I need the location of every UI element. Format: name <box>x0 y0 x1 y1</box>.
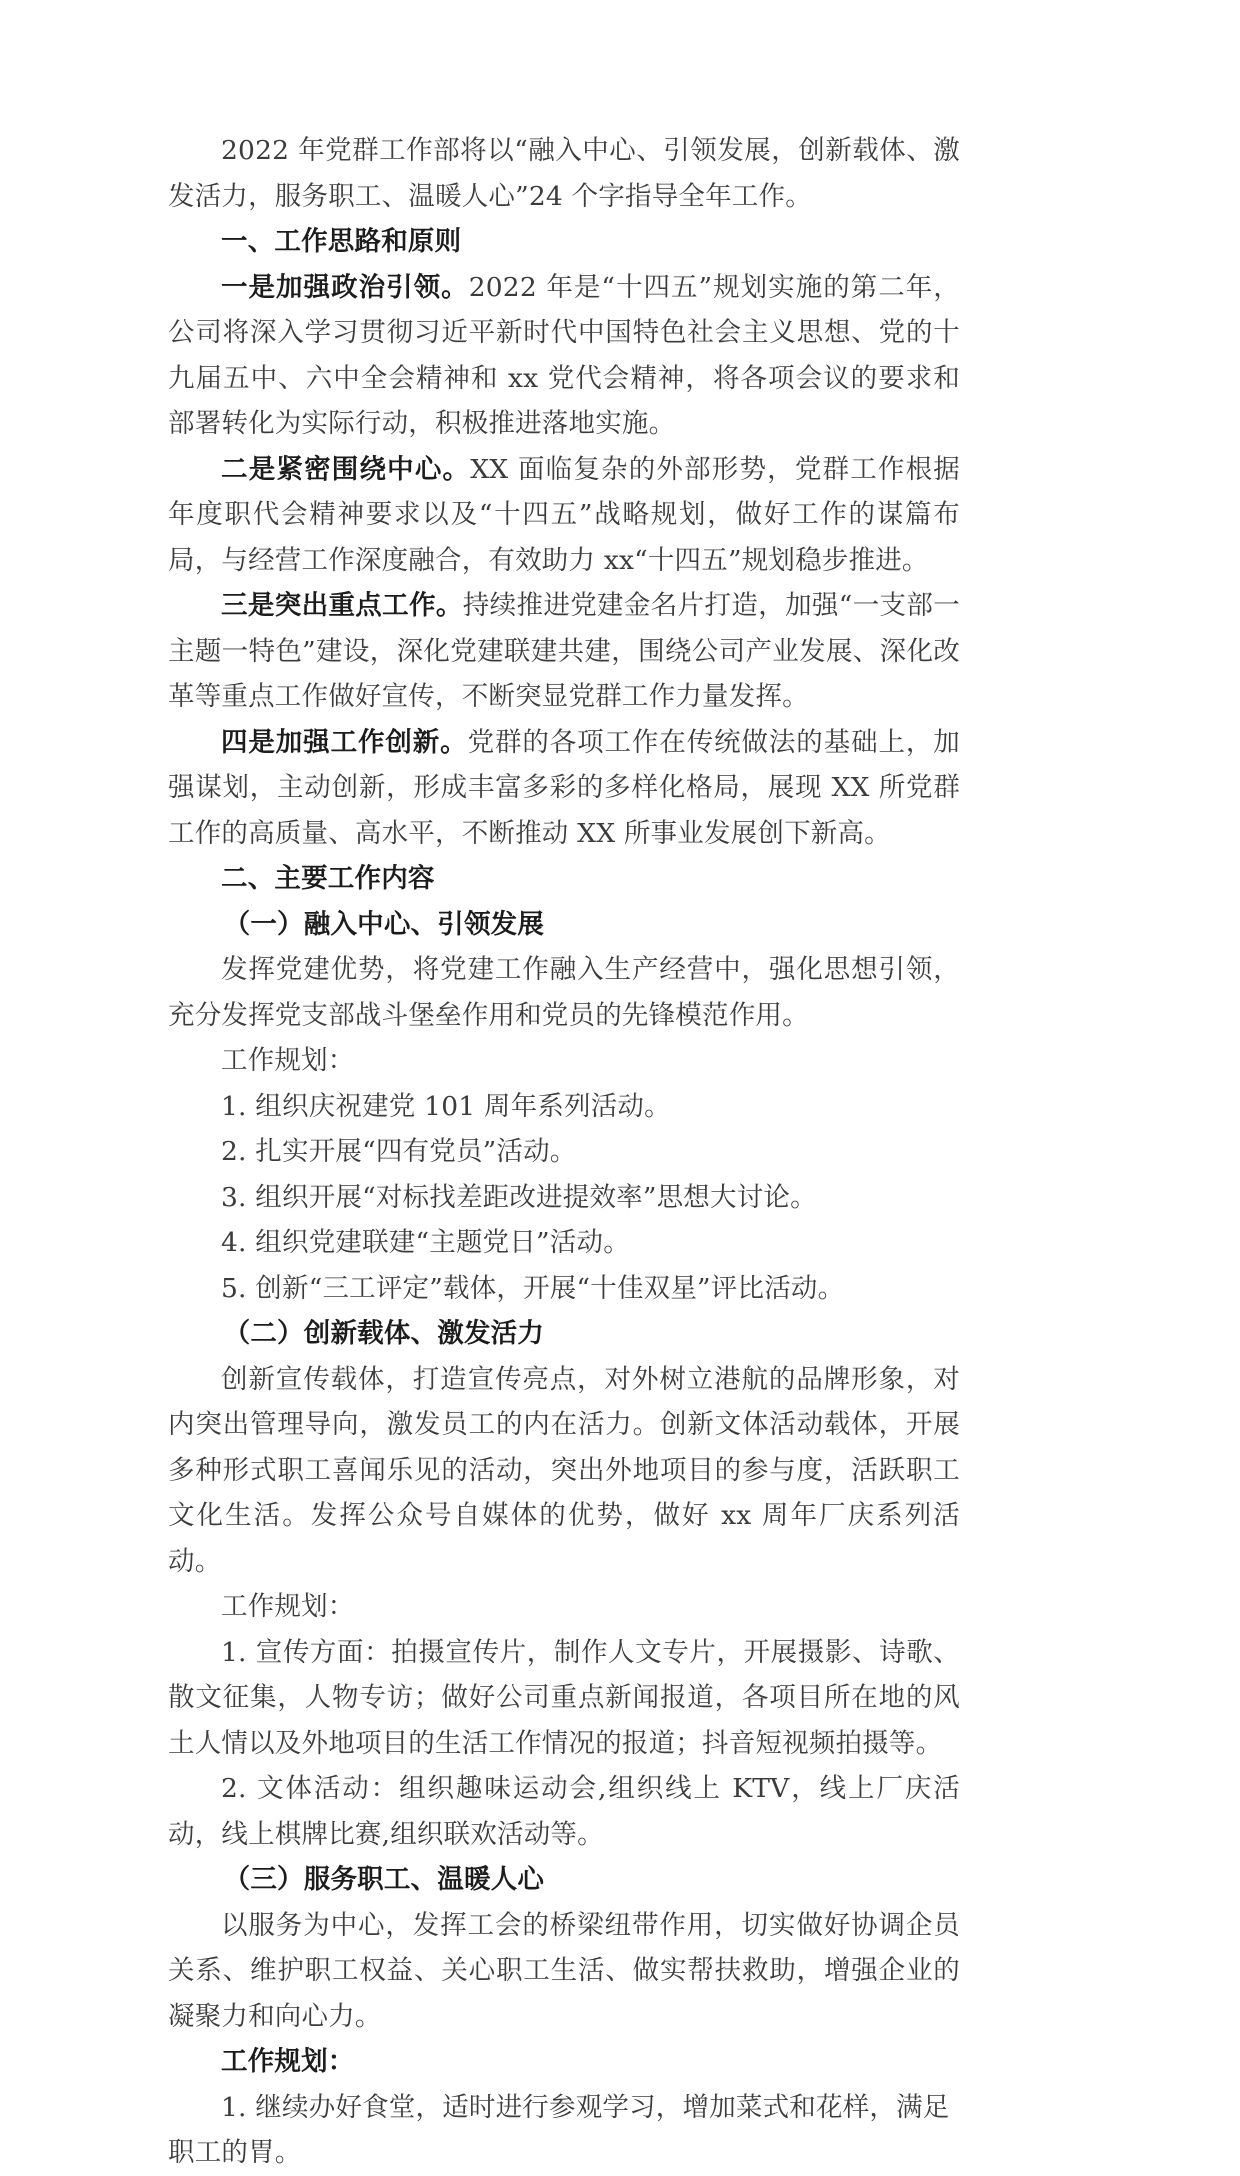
document-body <box>168 128 960 2176</box>
principle-item-2 <box>168 447 960 584</box>
section-heading-1: 一、工作思路和原则 <box>221 226 462 257</box>
principle-item-3-body: 持续推进党建金名片打造，加强“一支部一主题一特色”建设，深化党建联建共建，围绕公司产业发展、深化改革等重点工作做好宣传，不断突显党群工作力量发挥。 <box>168 590 960 712</box>
intro-paragraph: 2022 年党群工作部将以“融入中心、引领发展，创新载体、激发活力，服务职工、温暖人心”24 个字指导全年工作。 <box>168 135 960 212</box>
subsection-2-plan-label: 工作规划： <box>221 1591 355 1622</box>
subsection-1-plan-label: 工作规划： <box>221 1045 355 1076</box>
principle-item-4 <box>168 720 960 857</box>
subsection-1-plan-item-5: 5. 创新“三工评定”载体，开展“十佳双星”评比活动。 <box>221 1272 845 1304</box>
subsection-1-plan-item-2: 2. 扎实开展“四有党员”活动。 <box>221 1136 577 1167</box>
subsection-heading-3: （三）服务职工、温暖人心 <box>223 1864 545 1895</box>
subsection-1-plan-item-3: 3. 组织开展“对标找差距改进提效率”思想大讨论。 <box>221 1181 817 1213</box>
subsection-heading-1: （一）融入中心、引领发展 <box>223 908 545 940</box>
principle-item-3 <box>168 583 960 720</box>
subsection-heading-2: （二）创新载体、激发活力 <box>223 1318 545 1349</box>
subsection-2-plan-item-2: 2. 文体活动：组织趣味运动会,组织线上 KTV，线上厂庆活动，线上棋牌比赛,组织联欢活动等。 <box>168 1773 960 1850</box>
subsection-1-plan-item-4: 4. 组织党建联建“主题党日”活动。 <box>221 1227 630 1258</box>
subsection-3-plan-item-1: 1. 继续办好食堂，适时进行参观学习，增加菜式和花样，满足职工的胃。 <box>168 2091 950 2168</box>
principle-item-2-lead: 二是紧密围绕中心。 <box>221 453 471 485</box>
subsection-3-plan-label: 工作规划： <box>221 2046 355 2077</box>
section-heading-2: 二、主要工作内容 <box>221 863 435 894</box>
subsection-1-plan-item-1: 1. 组织庆祝建党 101 周年系列活动。 <box>221 1090 671 1122</box>
principle-item-1-lead: 一是加强政治引领。 <box>221 271 469 303</box>
principle-item-1 <box>168 265 960 447</box>
subsection-2-body: 创新宣传载体，打造宣传亮点，对外树立港航的品牌形象，对内突出管理导向，激发员工的内在活力。创新文体活动载体，开展多种形式职工喜闻乐见的活动，突出外地项目的参与度，活跃职工文化生活。发挥公众号自媒体的优势，做好 xx 周年厂庆系列活动。 <box>168 1363 960 1577</box>
subsection-1-body: 发挥党建优势，将党建工作融入生产经营中，强化思想引领，充分发挥党支部战斗堡垒作用和党员的先锋模范作用。 <box>168 954 960 1031</box>
subsection-2-plan-item-1: 1. 宣传方面：拍摄宣传片，制作人文专片，开展摄影、诗歌、散文征集，人物专访；做好公司重点新闻报道，各项目所在地的风土人情以及外地项目的生活工作情况的报道；抖音短视频拍摄等。 <box>168 1636 960 1759</box>
principle-item-1-body: 2022 年是“十四五”规划实施的第二年，公司将深入学习贯彻习近平新时代中国特色社会主义思想、党的十九届五中、六中全会精神和 xx 党代会精神，将各项会议的要求和部署转化为实际行动，积极推进落地实施。 <box>168 271 960 439</box>
principle-item-2-body: XX 面临复杂的外部形势，党群工作根据年度职代会精神要求以及“十四五”战略规划，做好工作的谋篇布局，与经营工作深度融合，有效助力 xx“十四五”规划稳步推进。 <box>168 453 960 576</box>
principle-item-4-body: 党群的各项工作在传统做法的基础上，加强谋划，主动创新，形成丰富多彩的多样化格局，展现 XX 所党群工作的高质量、高水平，不断推动 XX 所事业发展创下新高。 <box>168 726 960 849</box>
principle-item-3-lead: 三是突出重点工作。 <box>221 590 463 621</box>
principle-item-4-lead: 四是加强工作创新。 <box>221 726 468 758</box>
subsection-3-body: 以服务为中心，发挥工会的桥梁纽带作用，切实做好协调企员关系、维护职工权益、关心职工生活、做实帮扶救助，增强企业的凝聚力和向心力。 <box>168 1909 960 2032</box>
